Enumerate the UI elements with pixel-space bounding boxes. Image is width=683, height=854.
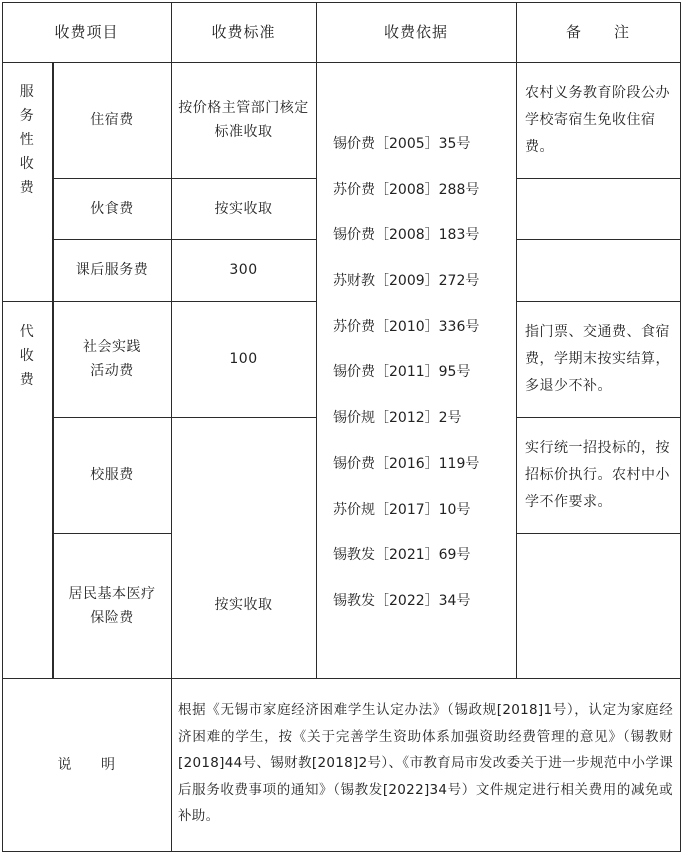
basis-item: 苏价费［2010］336号 <box>333 318 480 335</box>
item-medical <box>53 533 171 678</box>
basis-item: 锡教发［2022］34号 <box>333 592 471 609</box>
col-divider-basis <box>316 2 317 679</box>
item-accommodation: 住宿费 <box>90 112 134 128</box>
standard-medical: 按实收取 <box>214 597 273 613</box>
header-basis: 收费依据 <box>383 23 448 41</box>
item-meals: 伙食费 <box>90 200 134 217</box>
group-label-agency <box>2 320 52 392</box>
standard-accommodation: 按价格主管部门核定标准收取 <box>178 100 309 140</box>
remark-social-practice: 指门票、交通费、食宿费，学期末按实结算，多退少不补。 <box>525 324 670 394</box>
item-uniform: 校服费 <box>90 467 134 483</box>
group-char: 收 <box>19 348 35 364</box>
basis-item: 锡价费［2016］119号 <box>333 455 480 472</box>
group-char: 收 <box>19 156 35 172</box>
border-right <box>680 2 681 852</box>
explanation-text: 根据《无锡市家庭经济困难学生认定办法》（锡政规[2018]1号），认定为家庭经济困难的学生，按《关于完善学生资助体系加强资助经费管理的意见》（锡教财[2018]44号、锡财教[2018]2号）、《市教育局市发改委关于进一步规范中小学课后服务收费事项的通知》（锡教发[2022]34号）文件规定进行相关费用的减免或补助。 <box>178 702 673 824</box>
item-after-school: 课后服务费 <box>75 262 149 278</box>
item-name-line: 活动费 <box>90 363 134 379</box>
header-standard: 收费标准 <box>211 23 276 41</box>
remark-accommodation: 农村义务教育阶段公办学校寄宿生免收住宿费。 <box>525 85 670 155</box>
basis-item: 锡价费［2005］35号 <box>333 136 471 152</box>
group-label-service <box>2 80 52 200</box>
row-divider <box>516 301 681 302</box>
basis-item: 苏财教［2009］272号 <box>333 273 480 290</box>
group-char: 服 <box>19 84 35 100</box>
explanation-label: 说 明 <box>57 757 116 773</box>
row-divider <box>516 239 681 240</box>
standard-after-school: 300 <box>229 262 258 278</box>
col-divider-remarks <box>516 2 517 679</box>
basis-item: 苏价规［2017］10号 <box>333 501 471 518</box>
item-social-practice <box>53 301 171 417</box>
basis-list <box>333 134 513 637</box>
group-char: 费 <box>19 180 35 196</box>
group-char: 务 <box>19 108 35 124</box>
basis-item: 锡价规［2012］2号 <box>333 410 462 427</box>
basis-item: 锡教发［2021］69号 <box>333 547 471 564</box>
item-name-line: 社会实践 <box>83 339 141 355</box>
item-name-line: 保险费 <box>90 609 134 626</box>
basis-item: 锡价费［2011］95号 <box>333 364 471 381</box>
group-char: 代 <box>19 324 35 340</box>
group-char: 费 <box>19 372 35 388</box>
remark-uniform: 实行统一招投标的，按招标价执行。农村中小学不作要求。 <box>525 440 670 510</box>
basis-item: 锡价费［2008］183号 <box>333 227 480 244</box>
standard-social-practice: 100 <box>229 351 258 367</box>
group-char: 性 <box>19 132 35 148</box>
border-bottom <box>2 851 681 852</box>
basis-item: 苏价费［2008］288号 <box>333 181 480 198</box>
standard-meals: 按实收取 <box>214 200 273 217</box>
header-remarks: 备 注 <box>565 23 630 41</box>
item-name-line: 居民基本医疗 <box>68 585 156 602</box>
header-item: 收费项目 <box>54 23 119 41</box>
